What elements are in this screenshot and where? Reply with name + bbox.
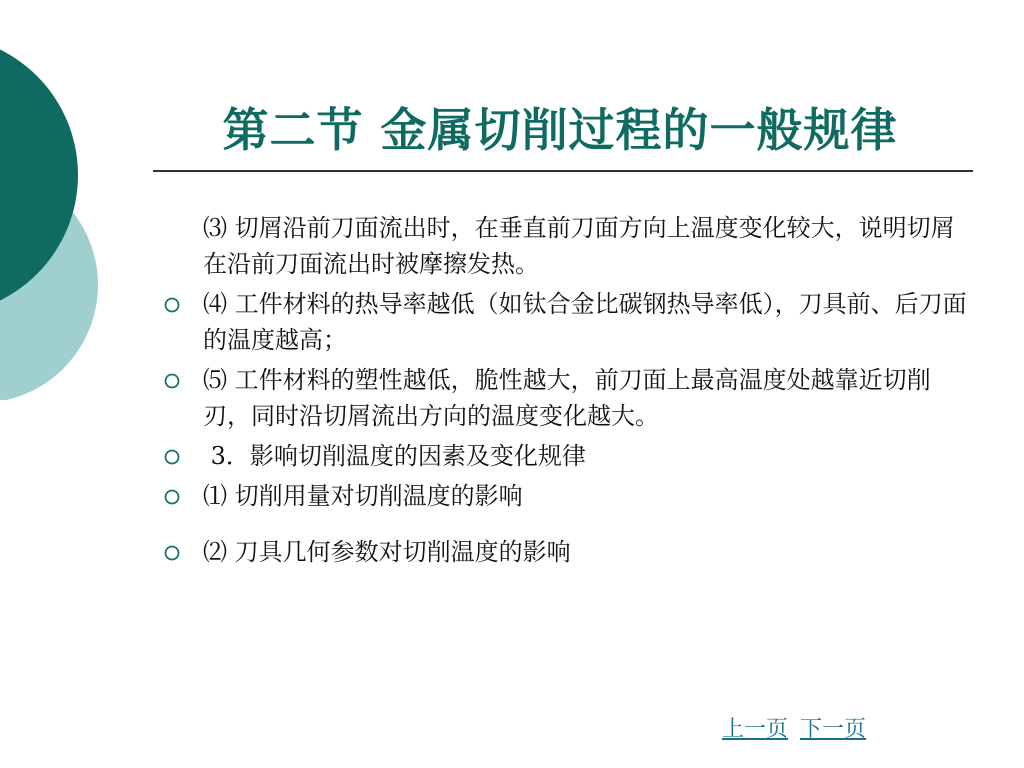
- page-navigation: [722, 712, 866, 743]
- bullet-icon: [163, 296, 181, 314]
- next-page-link[interactable]: 下一页: [800, 717, 867, 742]
- paragraph-4: ⑷ 工件材料的热导率越低（如钛合金比碳钢热导率低），刀具前、后刀面的温度越高；: [203, 290, 967, 354]
- bullet-icon: [163, 488, 181, 506]
- bullet-icon: [163, 544, 181, 562]
- slide-title: 第二节 金属切削过程的一般规律: [222, 103, 898, 157]
- section-heading-3: 3．影响切削温度的因素及变化规律: [203, 442, 586, 470]
- prev-page-link[interactable]: 上一页: [722, 717, 789, 742]
- paragraph-5: ⑸ 工件材料的塑性越低，脆性越大，前刀面上最高温度处越靠近切削刃，同时沿切屑流出方向的温度变化越大。: [203, 366, 931, 430]
- decorative-circles: [0, 0, 110, 400]
- bullet-icon: [163, 372, 181, 390]
- paragraph-3: ⑶ 切屑沿前刀面流出时，在垂直前刀面方向上温度变化较大，说明切屑在沿前刀面流出时被摩擦发热。: [203, 214, 955, 278]
- bullet-icon: [163, 448, 181, 466]
- paragraph-1: ⑴ 切削用量对切削温度的影响: [203, 482, 523, 510]
- title-divider: [153, 170, 973, 172]
- paragraph-2: ⑵ 刀具几何参数对切削温度的影响: [203, 538, 571, 566]
